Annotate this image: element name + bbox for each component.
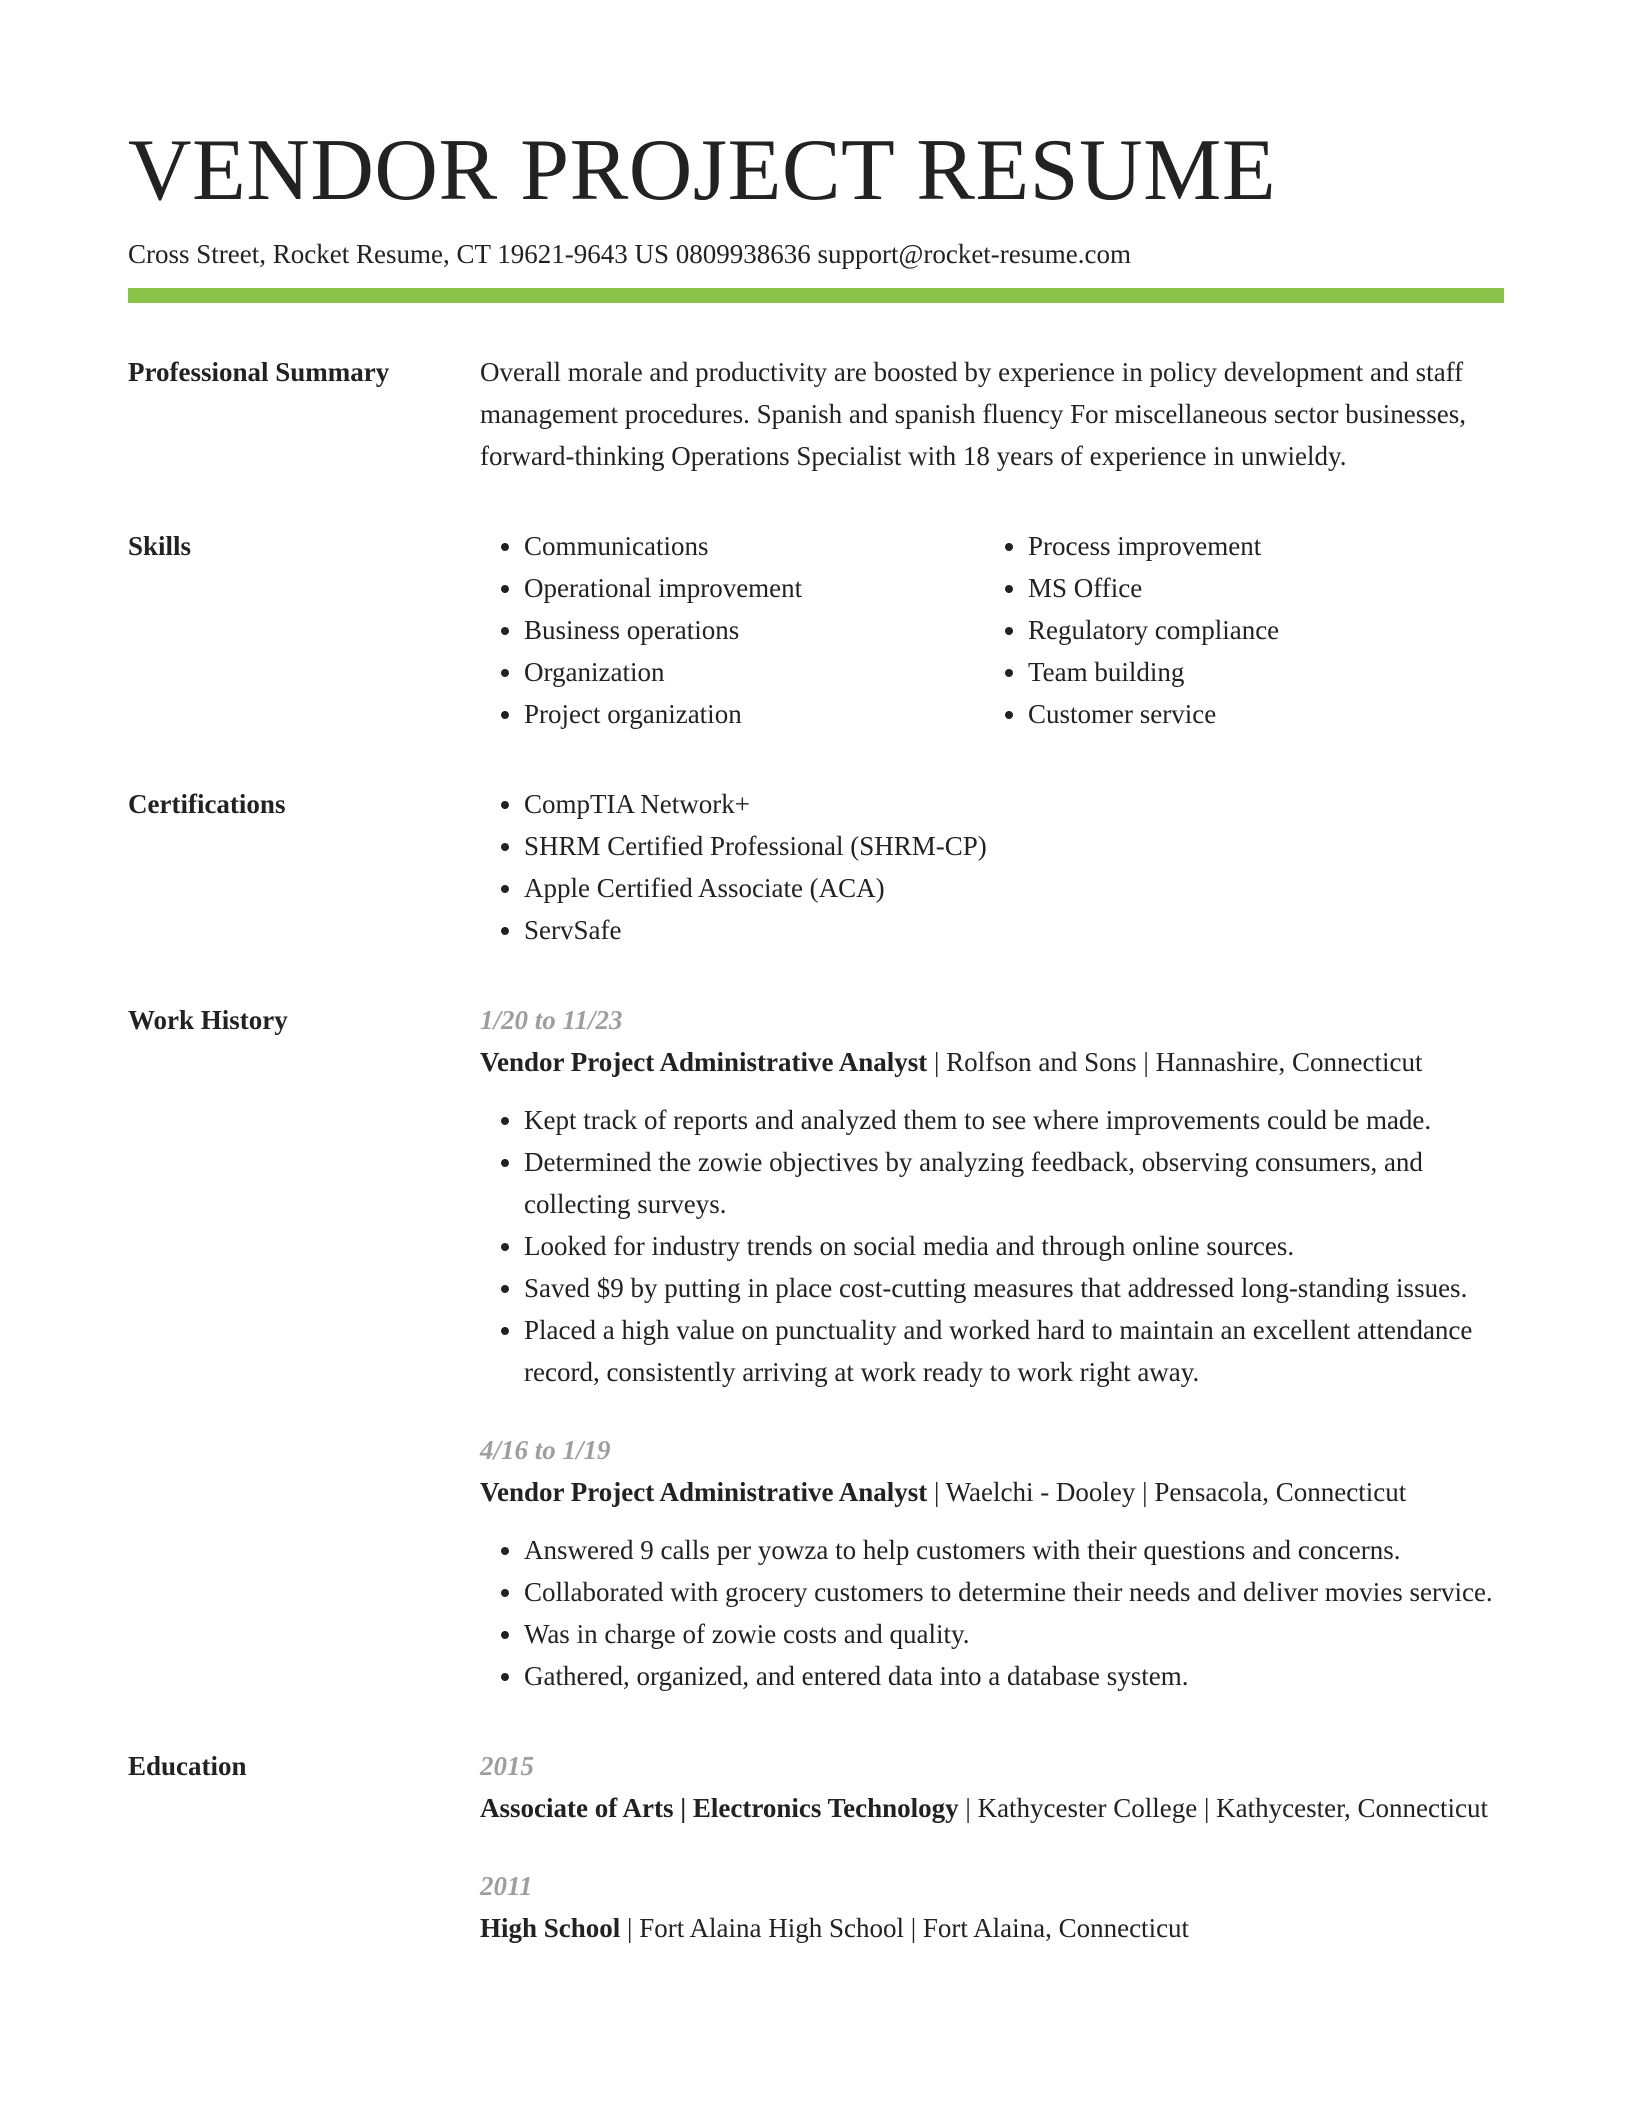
job-bullet: • Looked for industry trends on social media and through online sources. bbox=[524, 1225, 1504, 1267]
section-label-education: Education bbox=[128, 1751, 247, 1781]
skill-item: • Customer service bbox=[1028, 693, 1488, 735]
section-label-certifications: Certifications bbox=[128, 789, 286, 819]
section-label-work-history: Work History bbox=[128, 1005, 288, 1035]
skill-item: • Communications bbox=[524, 525, 984, 567]
contact-line: Cross Street, Rocket Resume, CT 19621-9643 US 0809938636 support@rocket-resume.com bbox=[128, 239, 1131, 269]
job-bullet: • Determined the zowie objectives by analyzing feedback, observing consumers, and collecting surveys. bbox=[524, 1141, 1504, 1225]
section-label-summary: Professional Summary bbox=[128, 357, 390, 387]
job-bullets bbox=[480, 1529, 1504, 1697]
job-bullet: • Kept track of reports and analyzed them to see where improvements could be made. bbox=[524, 1099, 1504, 1141]
job-bullets bbox=[480, 1099, 1504, 1393]
certifications-section bbox=[128, 783, 1504, 951]
education-year: 2015 bbox=[480, 1751, 534, 1781]
certification-item: • Apple Certified Associate (ACA) bbox=[524, 867, 1504, 909]
summary-text: Overall morale and productivity are boosted by experience in policy development and staff management procedures. Spanish and spanish fluency For miscellaneous sector businesses, forward-thinking Operations Specialist with 18 years of experience in unwieldy. bbox=[480, 357, 1467, 471]
skills-list-left bbox=[480, 525, 984, 735]
education-degree: Associate of Arts | Electronics Technology bbox=[480, 1793, 959, 1823]
skill-item: • Operational improvement bbox=[524, 567, 984, 609]
job-dates: 1/20 to 11/23 bbox=[480, 1005, 623, 1035]
certification-item: • SHRM Certified Professional (SHRM-CP) bbox=[524, 825, 1504, 867]
resume-page bbox=[128, 0, 1504, 1949]
section-label-skills: Skills bbox=[128, 531, 192, 561]
skill-item: • Business operations bbox=[524, 609, 984, 651]
skill-item: • Organization bbox=[524, 651, 984, 693]
job-role-line bbox=[480, 1041, 1504, 1083]
skill-item: • Project organization bbox=[524, 693, 984, 735]
education-entry bbox=[480, 1745, 1504, 1829]
certification-item: • CompTIA Network+ bbox=[524, 783, 1504, 825]
education-degree: High School bbox=[480, 1913, 621, 1943]
job-bullet: • Gathered, organized, and entered data into a database system. bbox=[524, 1655, 1504, 1697]
job-bullet: • Placed a high value on punctuality and worked hard to maintain an excellent attendance record, consistently arriving at work ready to work right away. bbox=[524, 1309, 1504, 1393]
education-section bbox=[128, 1745, 1504, 1949]
skills-section bbox=[128, 525, 1504, 735]
job-bullet: • Saved $9 by putting in place cost-cutting measures that addressed long-standing issues. bbox=[524, 1267, 1504, 1309]
education-line bbox=[480, 1907, 1504, 1949]
summary-section bbox=[128, 351, 1504, 477]
skill-item: • Team building bbox=[1028, 651, 1488, 693]
certifications-list bbox=[480, 783, 1504, 951]
education-details: | Kathycester College | Kathycester, Connecticut bbox=[958, 1793, 1488, 1823]
job-bullet: • Collaborated with grocery customers to determine their needs and deliver movies service. bbox=[524, 1571, 1504, 1613]
work-history-section bbox=[128, 999, 1504, 1697]
header-divider bbox=[128, 288, 1504, 303]
job-entry bbox=[480, 999, 1504, 1393]
certification-item: • ServSafe bbox=[524, 909, 1504, 951]
education-line bbox=[480, 1787, 1504, 1829]
skill-item: • Regulatory compliance bbox=[1028, 609, 1488, 651]
skill-item: • MS Office bbox=[1028, 567, 1488, 609]
job-bullet: • Was in charge of zowie costs and quality. bbox=[524, 1613, 1504, 1655]
resume-title: VENDOR PROJECT RESUME bbox=[128, 122, 1277, 219]
job-entry bbox=[480, 1429, 1504, 1697]
job-dates: 4/16 to 1/19 bbox=[480, 1435, 611, 1465]
skill-item: • Process improvement bbox=[1028, 525, 1488, 567]
job-details: | Rolfson and Sons | Hannashire, Connecticut bbox=[927, 1047, 1423, 1077]
job-title: Vendor Project Administrative Analyst bbox=[480, 1477, 928, 1507]
education-entry bbox=[480, 1865, 1504, 1949]
education-year: 2011 bbox=[480, 1871, 533, 1901]
job-bullet: • Answered 9 calls per yowza to help customers with their questions and concerns. bbox=[524, 1529, 1504, 1571]
job-details: | Waelchi - Dooley | Pensacola, Connecticut bbox=[927, 1477, 1407, 1507]
job-role-line bbox=[480, 1471, 1504, 1513]
skills-list-right bbox=[984, 525, 1488, 735]
job-title: Vendor Project Administrative Analyst bbox=[480, 1047, 928, 1077]
education-details: | Fort Alaina High School | Fort Alaina, Connecticut bbox=[620, 1913, 1190, 1943]
